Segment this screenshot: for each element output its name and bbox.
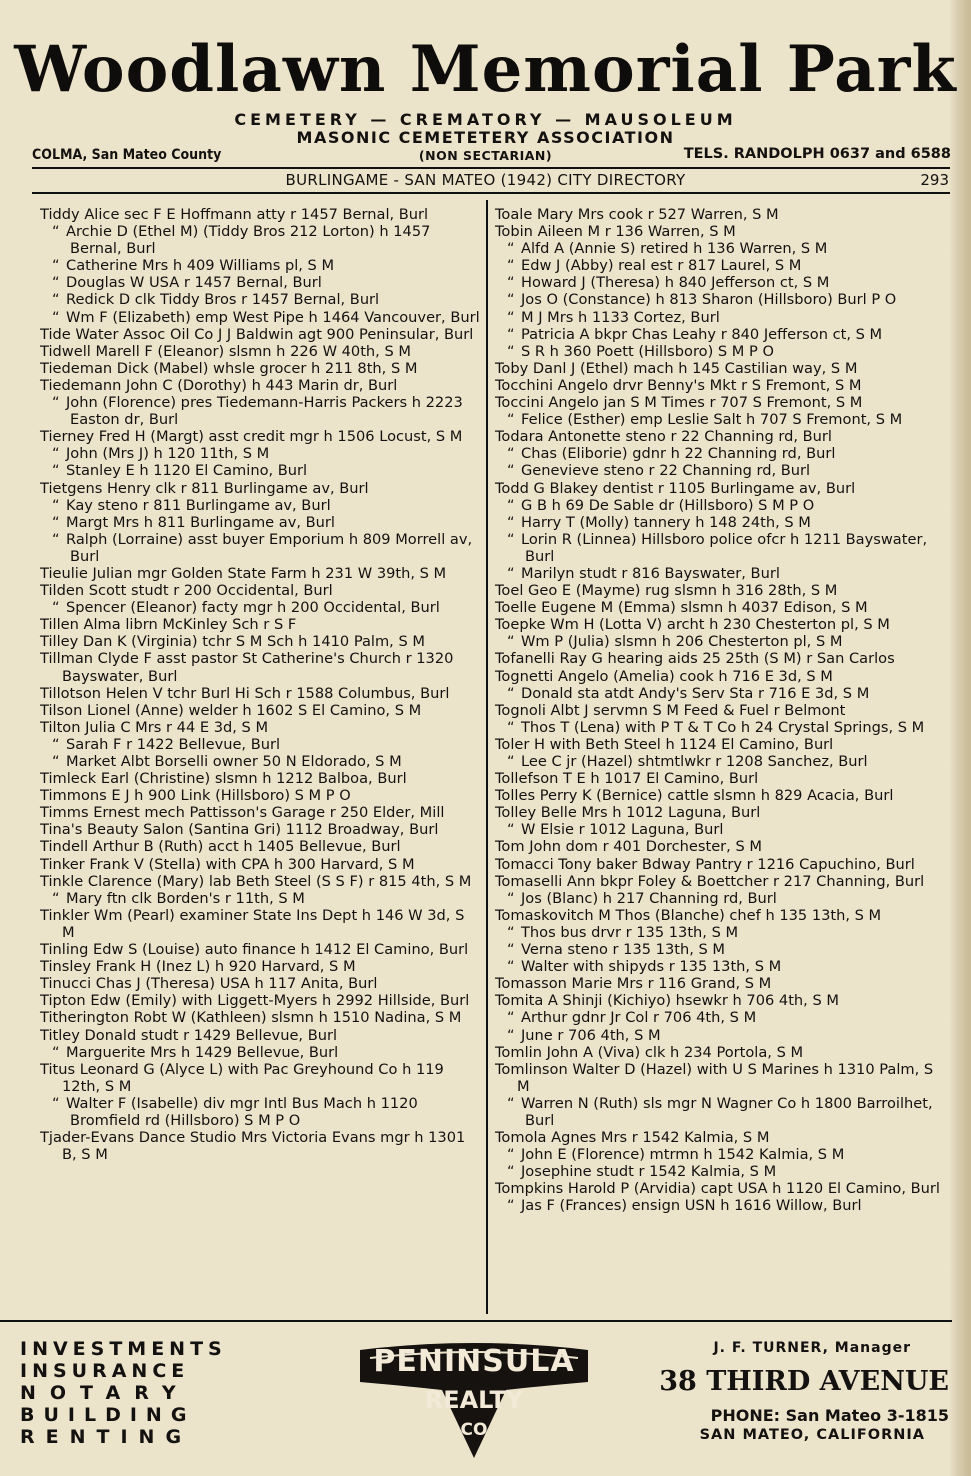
directory-entry: Tobin Aileen M r 136 Warren, S M [495, 223, 736, 241]
directory-entry: Tomita A Shinji (Kichiyo) hsewkr h 706 4th, S M [495, 992, 839, 1010]
directory-entry: Tolles Perry K (Bernice) cattle slsmn h 829 Acacia, Burl [495, 787, 894, 805]
directory-entry: Tierney Fred H (Margt) asst credit mgr h 1506 Locust, S M [40, 428, 463, 446]
directory-subentry: “ Market Albt Borselli owner 50 N Eldorado, S M [40, 753, 480, 770]
directory-entry: Toale Mary Mrs cook r 527 Warren, S M [495, 206, 779, 223]
manager-name: J. F. TURNER, Manager [713, 1340, 911, 1356]
directory-entry: Toler H with Beth Steel h 1124 El Camino, Burl [495, 735, 834, 753]
directory-entry: Tomlinson Walter D (Hazel) with U S Marines h 1310 Palm, S M [495, 1060, 934, 1095]
directory-entry: Tilson Lionel (Anne) welder h 1602 S El Camino, S M [40, 701, 422, 719]
directory-subentry: “ Margt Mrs h 811 Burlingame av, Burl [40, 514, 480, 531]
directory-subentry: “ Archie D (Ethel M) (Tiddy Bros 212 Lorton) h 1457 Bernal, Burl [40, 223, 480, 257]
directory-subentry: “ Howard J (Theresa) h 840 Jefferson ct, S M [495, 274, 950, 291]
column-divider [486, 200, 488, 1314]
directory-entry: Toccini Angelo jan S M Times r 707 S Fremont, S M [495, 394, 863, 412]
directory-subentry: “ Jos O (Constance) h 813 Sharon (Hillsboro) Burl P O [495, 291, 950, 308]
directory-entry: Toelle Eugene M (Emma) slsmn h 4037 Edison, S M [495, 599, 868, 617]
directory-entry: Tide Water Assoc Oil Co J J Baldwin agt 900 Peninsular, Burl [40, 325, 474, 343]
directory-subentry: “ Marguerite Mrs h 1429 Bellevue, Burl [40, 1044, 480, 1061]
directory-entry: Titherington Robt W (Kathleen) slsmn h 1510 Nadina, S M [40, 1009, 462, 1027]
directory-entry: Tocchini Angelo drvr Benny's Mkt r S Fremont, S M [495, 376, 862, 394]
directory-entry: Tillen Alma librn McKinley Sch r S F [40, 616, 297, 634]
directory-entry: Tofanelli Ray G hearing aids 25 25th (S M) r San Carlos [495, 650, 895, 668]
directory-subentry: “ Thos bus drvr r 135 13th, S M [495, 924, 950, 941]
directory-subentry: “ Genevieve steno r 22 Channing rd, Burl [495, 462, 950, 479]
directory-subentry: “ John (Florence) pres Tiedemann-Harris Packers h 2223 Easton dr, Burl [40, 394, 480, 428]
telephone-numbers: TELS. RANDOLPH 0637 and 6588 [683, 146, 951, 162]
directory-subentry: “ Walter with shipyds r 135 13th, S M [495, 958, 950, 975]
directory-entry: Todd G Blakey dentist r 1105 Burlingame av, Burl [495, 479, 856, 497]
directory-entry: Tietgens Henry clk r 811 Burlingame av, Burl [40, 479, 369, 497]
directory-entry: Tilton Julia C Mrs r 44 E 3d, S M [40, 718, 269, 736]
directory-entry: Tina's Beauty Salon (Santina Gri) 1112 Broadway, Burl [40, 821, 439, 839]
directory-entry: Tinsley Frank H (Inez L) h 920 Harvard, S M [40, 958, 356, 976]
directory-subentry: “ Ralph (Lorraine) asst buyer Emporium h 809 Morrell av, Burl [40, 531, 480, 565]
directory-subentry: “ S R h 360 Poett (Hillsboro) S M P O [495, 343, 950, 360]
directory-entry: Tjader-Evans Dance Studio Mrs Victoria Evans mgr h 1301 B, S M [40, 1129, 466, 1164]
directory-subentry: “ W Elsie r 1012 Laguna, Burl [495, 821, 950, 838]
directory-subentry: “ Verna steno r 135 13th, S M [495, 941, 950, 958]
directory-entry: Tompkins Harold P (Arvidia) capt USA h 1120 El Camino, Burl [495, 1180, 940, 1198]
directory-subentry: “ Jos (Blanc) h 217 Channing rd, Burl [495, 890, 950, 907]
cemetery-services-line: CEMETERY — CREMATORY — MAUSOLEUM [234, 110, 737, 129]
directory-subentry: “ June r 706 4th, S M [495, 1027, 950, 1044]
directory-entry: Todara Antonette steno r 22 Channing rd, Burl [495, 428, 832, 446]
logo-line-1: PENINSULA [373, 1344, 575, 1379]
directory-entry: Tomola Agnes Mrs r 1542 Kalmia, S M [495, 1129, 770, 1147]
directory-subentry: “ Spencer (Eleanor) facty mgr h 200 Occidental, Burl [40, 599, 480, 616]
directory-entry: Toby Danl J (Ethel) mach h 145 Castilian way, S M [495, 359, 858, 377]
directory-entry: Tollefson T E h 1017 El Camino, Burl [495, 770, 759, 788]
directory-entry: Tom John dom r 401 Dorchester, S M [495, 838, 762, 856]
service-item: BUILDING [20, 1404, 196, 1426]
directory-entry: Tolley Belle Mrs h 1012 Laguna, Burl [495, 804, 761, 822]
directory-entry: Tomacci Tony baker Bdway Pantry r 1216 Capuchino, Burl [495, 855, 915, 873]
directory-subentry: “ Lee C jr (Hazel) shtmtlwkr r 1208 Sanchez, Burl [495, 753, 950, 770]
directory-subentry: “ Douglas W USA r 1457 Bernal, Burl [40, 274, 480, 291]
directory-entry: Tinkler Wm (Pearl) examiner State Ins Dept h 146 W 3d, S M [40, 906, 465, 941]
running-head: BURLINGAME - SAN MATEO (1942) CITY DIRECTORY [285, 171, 686, 189]
directory-entry: Tipton Edw (Emily) with Liggett-Myers h 2992 Hillside, Burl [40, 992, 470, 1010]
header-rule-bottom [32, 192, 950, 194]
logo-line-3: CO [460, 1420, 488, 1440]
directory-subentry: “ Donald sta atdt Andy's Serv Sta r 716 E 3d, S M [495, 685, 950, 702]
header-rule-top [32, 167, 950, 169]
footer-rule [0, 1320, 952, 1322]
office-city: SAN MATEO, CALIFORNIA [699, 1427, 925, 1443]
directory-subentry: “ Stanley E h 1120 El Camino, Burl [40, 462, 480, 479]
directory-entry: Toel Geo E (Mayme) rug slsmn h 316 28th, S M [495, 582, 838, 600]
directory-subentry: “ Edw J (Abby) real est r 817 Laurel, S M [495, 257, 950, 274]
directory-entry: Tilley Dan K (Virginia) tchr S M Sch h 1410 Palm, S M [40, 633, 425, 651]
service-item: NOTARY [20, 1382, 190, 1404]
directory-subentry: “ John (Mrs J) h 120 11th, S M [40, 445, 480, 462]
directory-subentry: “ Harry T (Molly) tannery h 148 24th, S M [495, 514, 950, 531]
page-edge-shadow [949, 0, 971, 1476]
directory-entry: Tinucci Chas J (Theresa) USA h 117 Anita, Burl [40, 975, 378, 993]
directory-entry: Tomasson Marie Mrs r 116 Grand, S M [495, 975, 772, 993]
directory-subentry: “ Kay steno r 811 Burlingame av, Burl [40, 497, 480, 514]
directory-subentry: “ Sarah F r 1422 Bellevue, Burl [40, 736, 480, 753]
directory-entry: Titus Leonard G (Alyce L) with Pac Greyhound Co h 119 12th, S M [40, 1060, 444, 1095]
directory-entry: Tomaselli Ann bkpr Foley & Boettcher r 217 Channing, Burl [495, 872, 925, 890]
directory-entry: Tillotson Helen V tchr Burl Hi Sch r 1588 Columbus, Burl [40, 684, 450, 702]
directory-subentry: “ Arthur gdnr Jr Col r 706 4th, S M [495, 1009, 950, 1026]
services-list [20, 1338, 227, 1448]
directory-subentry: “ Warren N (Ruth) sls mgr N Wagner Co h 1800 Barroilhet, Burl [495, 1095, 950, 1129]
location-text: COLMA, San Mateo County [32, 147, 222, 163]
directory-subentry: “ Josephine studt r 1542 Kalmia, S M [495, 1163, 950, 1180]
directory-entry: Timms Ernest mech Pattisson's Garage r 250 Elder, Mill [40, 804, 445, 822]
office-address: 38 THIRD AVENUE [659, 1366, 949, 1397]
directory-subentry: “ Catherine Mrs h 409 Williams pl, S M [40, 257, 480, 274]
directory-subentry: “ John E (Florence) mtrmn h 1542 Kalmia, S M [495, 1146, 950, 1163]
directory-subentry: “ Alfd A (Annie S) retired h 136 Warren, S M [495, 240, 950, 257]
directory-entry: Tiedemann John C (Dorothy) h 443 Marin dr, Burl [40, 376, 398, 394]
directory-entry: Tillman Clyde F asst pastor St Catherine's Church r 1320 Bayswater, Burl [40, 650, 454, 685]
directory-entry: Titley Donald studt r 1429 Bellevue, Burl [40, 1026, 338, 1044]
directory-entry: Tomlin John A (Viva) clk h 234 Portola, S M [495, 1043, 804, 1061]
peninsula-realty-logo [356, 1342, 592, 1462]
directory-entry: Tiedeman Dick (Mabel) whsle grocer h 211 8th, S M [40, 359, 418, 377]
directory-subentry: “ Thos T (Lena) with P T & T Co h 24 Crystal Springs, S M [495, 719, 950, 736]
directory-entry: Tiddy Alice sec F E Hoffmann atty r 1457 Bernal, Burl [40, 206, 429, 223]
directory-subentry: “ Walter F (Isabelle) div mgr Intl Bus Mach h 1120 Bromfield rd (Hillsboro) S M P O [40, 1095, 480, 1129]
directory-subentry: “ Mary ftn clk Borden's r 11th, S M [40, 890, 480, 907]
directory-subentry: “ Redick D clk Tiddy Bros r 1457 Bernal, Burl [40, 291, 480, 308]
directory-entry: Tilden Scott studt r 200 Occidental, Burl [40, 582, 333, 600]
directory-entry: Tindell Arthur B (Ruth) acct h 1405 Bellevue, Burl [40, 838, 401, 856]
directory-subentry: “ M J Mrs h 1133 Cortez, Burl [495, 309, 950, 326]
service-item: INSURANCE [20, 1360, 190, 1382]
service-item: RENTING [20, 1426, 193, 1448]
directory-entry: Timleck Earl (Christine) slsmn h 1212 Balboa, Burl [40, 770, 407, 788]
directory-entry: Tognoli Albt J servmn S M Feed & Fuel r Belmont [495, 701, 846, 719]
directory-entry: Tieulie Julian mgr Golden State Farm h 231 W 39th, S M [40, 564, 447, 582]
directory-subentry: “ Lorin R (Linnea) Hillsboro police ofcr h 1211 Bayswater, Burl [495, 531, 950, 565]
directory-subentry: “ Wm F (Elizabeth) emp West Pipe h 1464 Vancouver, Burl [40, 309, 480, 326]
association-name: MASONIC CEMETETERY ASSOCIATION [296, 128, 675, 147]
directory-entry: Tinkle Clarence (Mary) lab Beth Steel (S S F) r 815 4th, S M [40, 872, 472, 890]
directory-entry: Tinker Frank V (Stella) with CPA h 300 Harvard, S M [40, 855, 415, 873]
directory-entry: Tomaskovitch M Thos (Blanche) chef h 135 13th, S M [495, 906, 882, 924]
office-phone: PHONE: San Mateo 3-1815 [710, 1406, 949, 1425]
non-sectarian-note: (NON SECTARIAN) [418, 148, 553, 163]
directory-subentry: “ Marilyn studt r 816 Bayswater, Burl [495, 565, 950, 582]
directory-entry: Tidwell Marell F (Eleanor) slsmn h 226 W 40th, S M [40, 342, 411, 360]
page-number: 293 [920, 171, 949, 189]
directory-column-left [40, 206, 480, 1163]
directory-entry: Toepke Wm H (Lotta V) archt h 230 Chesterton pl, S M [495, 616, 890, 634]
directory-subentry: “ Jas F (Frances) ensign USN h 1616 Willow, Burl [495, 1197, 950, 1214]
directory-entry: Tognetti Angelo (Amelia) cook h 716 E 3d, S M [495, 667, 833, 685]
directory-subentry: “ Wm P (Julia) slsmn h 206 Chesterton pl, S M [495, 633, 950, 650]
directory-entry: Tinling Edw S (Louise) auto finance h 1412 El Camino, Burl [40, 941, 469, 959]
logo-line-2: REALTY [424, 1386, 524, 1414]
directory-subentry: “ Patricia A bkpr Chas Leahy r 840 Jefferson ct, S M [495, 326, 950, 343]
cemetery-name-title: Woodlawn Memorial Park [14, 32, 957, 107]
directory-subentry: “ Chas (Eliborie) gdnr h 22 Channing rd, Burl [495, 445, 950, 462]
directory-column-right [495, 206, 950, 1215]
directory-subentry: “ G B h 69 De Sable dr (Hillsboro) S M P O [495, 497, 950, 514]
service-item: INVESTMENTS [20, 1338, 227, 1360]
directory-entry: Timmons E J h 900 Link (Hillsboro) S M P O [40, 787, 351, 805]
directory-subentry: “ Felice (Esther) emp Leslie Salt h 707 S Fremont, S M [495, 411, 950, 428]
